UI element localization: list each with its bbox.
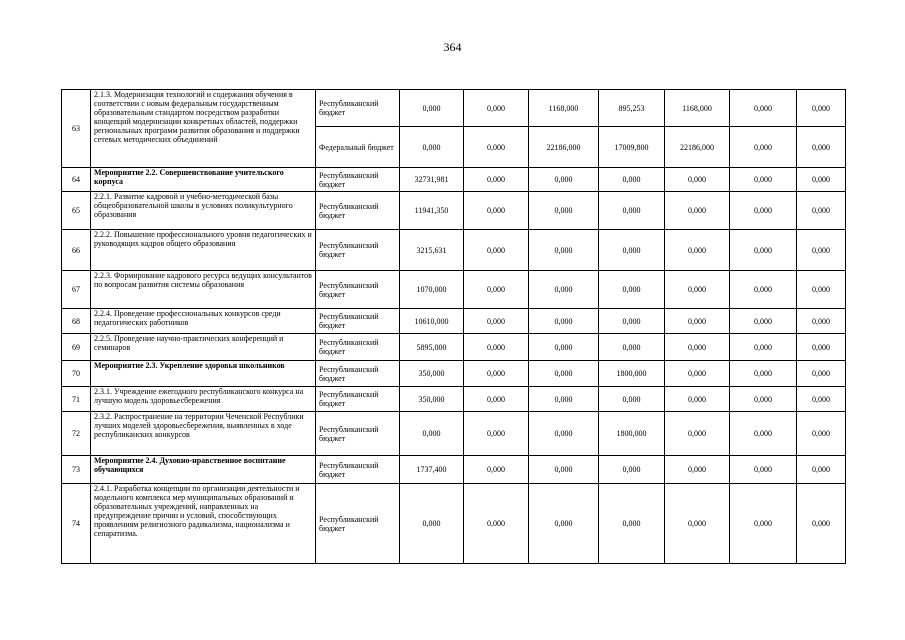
table-row [62, 484, 846, 564]
amount-cell: 10610,000 [400, 309, 464, 334]
amount-cell: 0,000 [665, 361, 730, 387]
amount-cell: 0,000 [464, 127, 529, 168]
activity-name: 2.1.3. Модернизация технологий и содержания обучения в соответствии с новым федеральным государственным образовательным стандартом посредством разработки концепций модернизации конкретных областей, поддержки региональных программ развития образования и поддержки сетевых методических объединений [91, 90, 316, 168]
amount-cell: 0,000 [529, 230, 599, 271]
amount-cell: 0,000 [797, 230, 846, 271]
amount-cell: 0,000 [464, 230, 529, 271]
amount-cell: 0,000 [464, 484, 529, 564]
amount-cell: 0,000 [665, 456, 730, 484]
funding-source: Республиканский бюджет [316, 168, 400, 192]
amount-cell: 0,000 [797, 334, 846, 361]
amount-cell: 0,000 [730, 192, 797, 230]
amount-cell: 0,000 [797, 90, 846, 127]
amount-cell: 0,000 [730, 334, 797, 361]
amount-cell: 0,000 [665, 192, 730, 230]
amount-cell: 0,000 [529, 271, 599, 309]
amount-cell: 1168,000 [529, 90, 599, 127]
amount-cell: 0,000 [529, 412, 599, 456]
amount-cell: 0,000 [797, 387, 846, 412]
amount-cell: 0,000 [730, 230, 797, 271]
amount-cell: 0,000 [529, 387, 599, 412]
amount-cell: 3215,631 [400, 230, 464, 271]
amount-cell: 0,000 [464, 309, 529, 334]
amount-cell: 22186,000 [665, 127, 730, 168]
table-body [62, 90, 846, 564]
amount-cell: 17009,800 [599, 127, 665, 168]
funding-source: Республиканский бюджет [316, 361, 400, 387]
amount-cell: 0,000 [665, 387, 730, 412]
funding-source: Республиканский бюджет [316, 387, 400, 412]
activity-name: Мероприятие 2.4. Духовно-нравственное воспитание обучающихся [91, 456, 316, 484]
amount-cell: 0,000 [665, 168, 730, 192]
amount-cell: 0,000 [400, 127, 464, 168]
activity-name: 2.2.4. Проведение профессиональных конкурсов среди педагогических работников [91, 309, 316, 334]
amount-cell: 0,000 [730, 271, 797, 309]
table-row [62, 456, 846, 484]
row-number: 68 [62, 309, 91, 334]
activity-name: 2.3.1. Учреждение ежегодного республиканского конкурса на лучшую модель здоровьесбережения [91, 387, 316, 412]
amount-cell: 0,000 [529, 456, 599, 484]
amount-cell: 0,000 [529, 361, 599, 387]
amount-cell: 350,000 [400, 361, 464, 387]
table-row [62, 309, 846, 334]
amount-cell: 1168,000 [665, 90, 730, 127]
amount-cell: 0,000 [797, 309, 846, 334]
table-row [62, 387, 846, 412]
row-number: 69 [62, 334, 91, 361]
amount-cell: 0,000 [529, 334, 599, 361]
amount-cell: 0,000 [730, 90, 797, 127]
amount-cell: 895,253 [599, 90, 665, 127]
amount-cell: 0,000 [599, 192, 665, 230]
amount-cell: 0,000 [730, 361, 797, 387]
row-number: 65 [62, 192, 91, 230]
funding-source: Федеральный бюджет [316, 127, 400, 168]
amount-cell: 0,000 [464, 361, 529, 387]
amount-cell: 0,000 [665, 309, 730, 334]
table-row [62, 90, 846, 127]
amount-cell: 0,000 [529, 309, 599, 334]
funding-source: Республиканский бюджет [316, 271, 400, 309]
amount-cell: 0,000 [599, 309, 665, 334]
table-row [62, 361, 846, 387]
row-number: 74 [62, 484, 91, 564]
amount-cell: 0,000 [797, 127, 846, 168]
amount-cell: 0,000 [730, 456, 797, 484]
funding-source: Республиканский бюджет [316, 456, 400, 484]
amount-cell: 0,000 [665, 230, 730, 271]
amount-cell: 0,000 [599, 334, 665, 361]
table-row [62, 271, 846, 309]
amount-cell: 0,000 [464, 412, 529, 456]
table-row [62, 412, 846, 456]
row-number: 72 [62, 412, 91, 456]
table-row [62, 168, 846, 192]
row-number: 63 [62, 90, 91, 168]
amount-cell: 0,000 [665, 271, 730, 309]
table-row [62, 334, 846, 361]
amount-cell: 0,000 [464, 192, 529, 230]
amount-cell: 0,000 [730, 412, 797, 456]
activity-name: 2.4.1. Разработка концепции по организации деятельности и модельного комплекса мер муниципальных образований и образовательных учреждений, направленных на предупреждение причин и условий, способствующих проявлениям религиозного радикализма, национализма и сепаратизма. [91, 484, 316, 564]
funding-source: Республиканский бюджет [316, 90, 400, 127]
amount-cell: 0,000 [599, 456, 665, 484]
amount-cell: 0,000 [730, 127, 797, 168]
amount-cell: 0,000 [464, 90, 529, 127]
activity-name: 2.2.3. Формирование кадрового ресурса ведущих консультантов по вопросам развития системы образования [91, 271, 316, 309]
amount-cell: 0,000 [464, 334, 529, 361]
table-row [62, 192, 846, 230]
amount-cell: 0,000 [400, 484, 464, 564]
funding-source: Республиканский бюджет [316, 484, 400, 564]
amount-cell: 0,000 [730, 309, 797, 334]
amount-cell: 0,000 [730, 387, 797, 412]
row-number: 73 [62, 456, 91, 484]
funding-source: Республиканский бюджет [316, 230, 400, 271]
amount-cell: 0,000 [529, 168, 599, 192]
activity-name: 2.3.2. Распространение на территории Чеченской Республики лучших моделей здоровьесбережения, выявленных в ходе республиканских конкурсов [91, 412, 316, 456]
amount-cell: 0,000 [464, 456, 529, 484]
amount-cell: 1800,000 [599, 361, 665, 387]
funding-source: Республиканский бюджет [316, 309, 400, 334]
activity-name: 2.2.1. Развитие кадровой и учебно-методической базы общеобразовательной школы в условиях поликультурного образования [91, 192, 316, 230]
amount-cell: 0,000 [464, 387, 529, 412]
amount-cell: 0,000 [797, 456, 846, 484]
amount-cell: 0,000 [464, 168, 529, 192]
row-number: 67 [62, 271, 91, 309]
amount-cell: 0,000 [730, 168, 797, 192]
activity-name: 2.2.5. Проведение научно-практических конференций и семинаров [91, 334, 316, 361]
activity-name: Мероприятие 2.2. Совершенствование учительского корпуса [91, 168, 316, 192]
amount-cell: 0,000 [797, 361, 846, 387]
amount-cell: 350,000 [400, 387, 464, 412]
amount-cell: 0,000 [599, 387, 665, 412]
amount-cell: 0,000 [797, 168, 846, 192]
amount-cell: 22186,000 [529, 127, 599, 168]
row-number: 71 [62, 387, 91, 412]
amount-cell: 0,000 [665, 334, 730, 361]
amount-cell: 0,000 [529, 192, 599, 230]
budget-table [61, 89, 846, 564]
funding-source: Республиканский бюджет [316, 412, 400, 456]
amount-cell: 0,000 [400, 412, 464, 456]
amount-cell: 32731,981 [400, 168, 464, 192]
row-number: 66 [62, 230, 91, 271]
activity-name: Мероприятие 2.3. Укрепление здоровья школьников [91, 361, 316, 387]
amount-cell: 0,000 [599, 484, 665, 564]
amount-cell: 0,000 [529, 484, 599, 564]
amount-cell: 0,000 [730, 484, 797, 564]
amount-cell: 5895,000 [400, 334, 464, 361]
amount-cell: 0,000 [599, 168, 665, 192]
amount-cell: 1737,400 [400, 456, 464, 484]
amount-cell: 0,000 [665, 484, 730, 564]
amount-cell: 0,000 [599, 271, 665, 309]
funding-source: Республиканский бюджет [316, 334, 400, 361]
amount-cell: 1070,000 [400, 271, 464, 309]
amount-cell: 1800,000 [599, 412, 665, 456]
amount-cell: 0,000 [464, 271, 529, 309]
amount-cell: 0,000 [797, 271, 846, 309]
table-row [62, 230, 846, 271]
row-number: 64 [62, 168, 91, 192]
row-number: 70 [62, 361, 91, 387]
amount-cell: 0,000 [797, 192, 846, 230]
activity-name: 2.2.2. Повышение профессионального уровня педагогических и руководящих кадров общего образования [91, 230, 316, 271]
amount-cell: 0,000 [797, 484, 846, 564]
page-number: 364 [443, 40, 462, 54]
funding-source: Республиканский бюджет [316, 192, 400, 230]
amount-cell: 0,000 [400, 90, 464, 127]
amount-cell: 0,000 [797, 412, 846, 456]
amount-cell: 0,000 [599, 230, 665, 271]
amount-cell: 11941,350 [400, 192, 464, 230]
amount-cell: 0,000 [665, 412, 730, 456]
